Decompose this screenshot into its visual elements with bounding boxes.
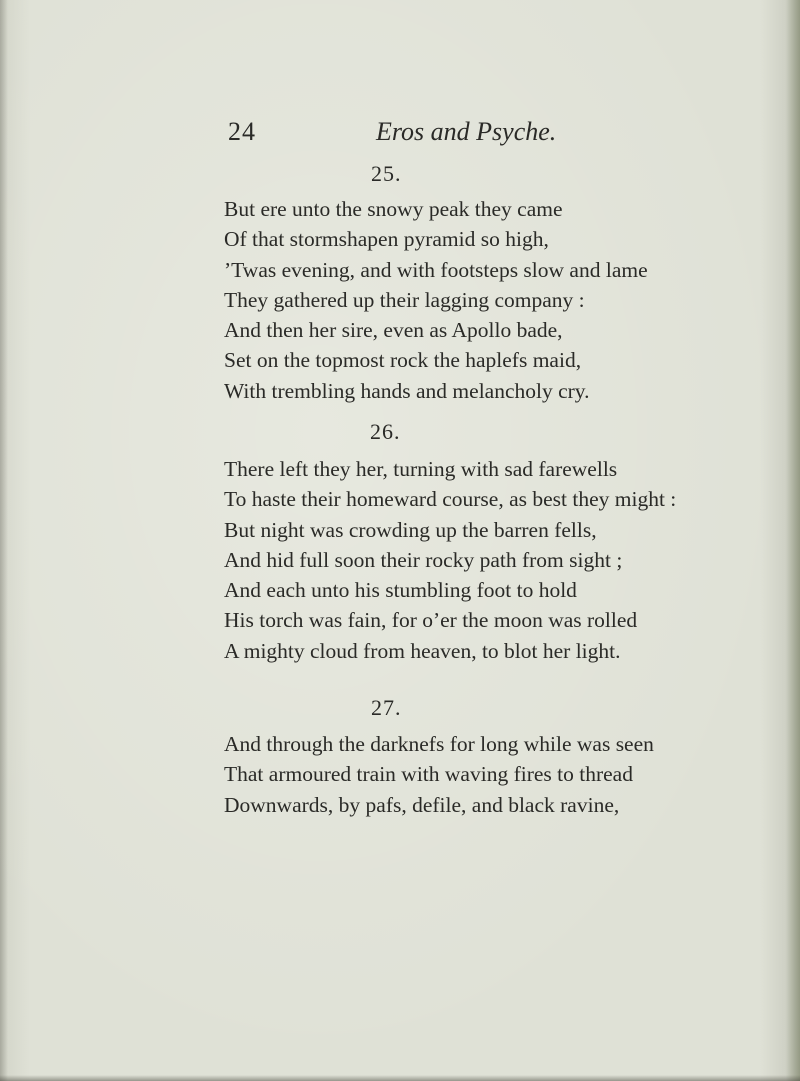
verse-line: But ere unto the snowy peak they came xyxy=(224,197,563,221)
stanza-number: 25. xyxy=(371,161,402,186)
page-header xyxy=(228,117,568,157)
stanza-number: 27. xyxy=(371,695,402,720)
verse-line: With trembling hands and melancholy cry. xyxy=(224,378,590,403)
verse-line: Downwards, by pafs, defile, and black ravine, xyxy=(224,792,620,817)
page-number: 24 xyxy=(228,117,256,146)
stanza-25-verse xyxy=(224,194,648,406)
verse-line: A mighty cloud from heaven, to blot her light. xyxy=(224,638,621,663)
page-right-edge xyxy=(786,0,800,1081)
stanza-number: 26. xyxy=(370,419,401,444)
verse-line: Set on the topmost rock the haplefs maid, xyxy=(224,348,582,373)
page-bottom-edge xyxy=(0,1075,800,1081)
verse-line: And each unto his stumbling foot to hold xyxy=(224,578,577,603)
verse-line: Of that stormshapen pyramid so high, xyxy=(224,227,549,252)
verse-line: And then her sire, even as Apollo bade, xyxy=(224,318,563,343)
verse-line: And hid full soon their rocky path from sight ; xyxy=(224,547,623,572)
verse-line: His torch was fain, for o’er the moon was rolled xyxy=(224,608,638,633)
page-left-edge xyxy=(0,0,8,1081)
verse-line: There left they her, turning with sad farewells xyxy=(224,457,618,481)
verse-line: And through the darknefs for long while was seen xyxy=(224,732,654,756)
running-title: Eros and Psyche. xyxy=(376,117,557,146)
verse-line: That armoured train with waving fires to thread xyxy=(224,762,633,787)
verse-line: To haste their homeward course, as best they might : xyxy=(224,487,677,512)
verse-line: But night was crowding up the barren fells, xyxy=(224,517,597,542)
verse-line: ’Twas evening, and with footsteps slow and lame xyxy=(224,257,648,282)
stanza-26-verse xyxy=(224,454,676,666)
verse-line: They gathered up their lagging company : xyxy=(224,287,585,312)
stanza-27-verse xyxy=(224,729,654,820)
